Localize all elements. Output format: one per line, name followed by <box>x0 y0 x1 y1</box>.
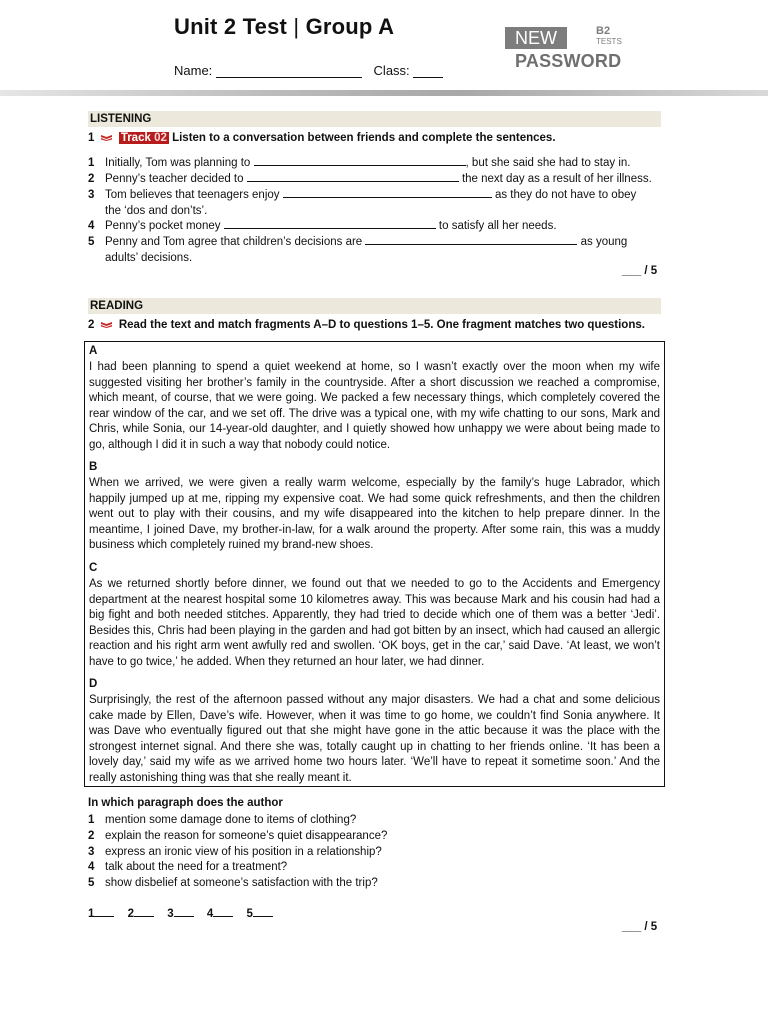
item-text-after: as young <box>580 236 628 248</box>
paragraph-a: I had been planning to spend a quiet weekend at home, so I wasn’t exactly over the moon when my wife suggested visiting her brother’s family in the countryside. After a short discussion we reached a compromise, which meant, of course, that we were going. We packed a few necessary things, which completely covered the rear window of the car, and we set off. The drive was a typical one, with my wife chatting to our sons, Mark and Chris, while Sonia, our 14-year-old daughter, and I quietly showed how unhappy we were about being made to go, although I did it in such a way that nobody could notice. <box>89 361 660 451</box>
logo-brand: PASSWORD <box>515 51 622 71</box>
question-text: mention some damage done to items of clothing? <box>105 814 357 826</box>
paragraph-d: Surprisingly, the rest of the afternoon passed without any major disasters. We had a chat and some delicious cake made by Ellen, Dave’s wife. However, when it was time to go home, we couldn’t find Sonia anywhere. It was Dave who eventually figured out that she might have gone in the attic because it was the place with the strongest internet signal. And there she was, totally caught up in chatting to her friends online. ‘It has been a lovely day,’ said my wife as we arrived home two hours later. ‘We’ll have to repeat it sometime soon.’ And the really astonishing thing was that she really meant it. <box>89 694 660 784</box>
item-text-after: to satisfy all her needs. <box>438 220 557 232</box>
question-heading: In which paragraph does the author <box>88 797 283 809</box>
answer-number: 1 <box>88 908 95 920</box>
listening-heading: LISTENING <box>88 111 661 127</box>
answer-number: 2 <box>127 908 135 920</box>
item-number: 4 <box>88 220 95 232</box>
question-number: 1 <box>88 814 95 826</box>
answer-blank[interactable] <box>365 233 577 245</box>
track-number: 02 <box>154 132 167 144</box>
item-text-after: , but she said she had to stay in. <box>465 157 631 169</box>
answer-number: 5 <box>246 908 253 920</box>
student-fields <box>174 63 443 78</box>
paragraph-label-b: B <box>89 461 98 473</box>
listening-item-1 <box>88 154 663 172</box>
paragraph-c: As we returned shortly before dinner, we found out that we needed to go to the Accidents and Emergency department at the nearest hospital some 10 kilometres away. This was because Mark and his cousin had had a big fight and both needed stitches. Apparently, they had tried to decide which one of them was a better ‘Jedi’. Besides this, Chris had been playing in the garden and had got bitten by an insect, which had caused an allergic reaction and his right arm went awfully red and swollen. ‘OK boys, get in the car,’ said Dave. ‘At least, we won’t have to go twice,’ he added. When they returned an hour later, we had dinner. <box>89 578 660 668</box>
track-badge[interactable] <box>119 132 169 144</box>
item-text: Penny and Tom agree that children’s decisions are <box>105 236 363 248</box>
item-text: Tom believes that teenagers enjoy <box>105 189 280 201</box>
question-text: express an ironic view of his position in a relationship? <box>105 846 382 858</box>
listening-score[interactable]: ___ / 5 <box>622 265 658 277</box>
answer-blank-5[interactable] <box>253 906 273 917</box>
question-4 <box>88 860 663 876</box>
answer-blank-2[interactable] <box>134 906 154 917</box>
item-number: 2 <box>88 173 95 185</box>
item-text-after: as they do not have to obey <box>494 189 637 201</box>
answer-blank[interactable] <box>283 186 492 198</box>
answer-number: 3 <box>167 908 174 920</box>
paragraph-label-a: A <box>89 345 98 357</box>
reading-score[interactable]: ___ / 5 <box>622 921 658 933</box>
answer-blank[interactable] <box>254 154 466 166</box>
question-text: show disbelief at someone’s satisfaction with the trip? <box>105 877 378 889</box>
question-number: 2 <box>88 830 95 842</box>
title-group: Group A <box>305 14 395 39</box>
reading-heading: READING <box>88 298 661 314</box>
answer-blank[interactable] <box>224 217 436 229</box>
class-field[interactable] <box>413 65 443 78</box>
answer-number: 4 <box>206 908 214 920</box>
book-icon <box>101 134 112 141</box>
question-number: 4 <box>88 861 95 873</box>
logo-level: B2 <box>596 25 611 37</box>
question-5 <box>88 876 663 892</box>
track-word: Track <box>120 132 151 144</box>
answer-blank-1[interactable] <box>94 906 114 917</box>
page-title <box>174 14 394 40</box>
item-number: 5 <box>88 236 95 248</box>
new-password-logo <box>505 27 640 72</box>
question-3 <box>88 845 663 861</box>
answer-line <box>88 906 283 920</box>
listening-item-4 <box>88 217 663 235</box>
item-number: 3 <box>88 189 95 201</box>
item-text: Initially, Tom was planning to <box>105 157 251 169</box>
paragraph-label-d: D <box>89 678 98 690</box>
reading-instruction <box>88 319 645 331</box>
paragraph-b: When we arrived, we were given a really warm welcome, especially by the family’s huge Labrador, which happily jumped up at me, ripping my expensive coat. We had some quick refreshments, and then the children went out to play with their cousins, and my wife disappeared into the kitchen to help prepare dinner. In the meantime, I joined Dave, my brother-in-law, for a walk around the property. After some rain, this was a muddy business which completely ruined my brand-new shoes. <box>89 477 660 552</box>
exercise-number: 1 <box>88 132 95 144</box>
instruction-text: Read the text and match fragments A–D to questions 1–5. One fragment matches two questions. <box>118 319 645 331</box>
name-field[interactable] <box>216 65 362 78</box>
question-1 <box>88 813 663 829</box>
answer-blank-3[interactable] <box>174 906 194 917</box>
question-number: 3 <box>88 846 95 858</box>
question-text: talk about the need for a treatment? <box>105 861 288 873</box>
item-text-cont: the ‘dos and don’ts’. <box>105 204 208 217</box>
name-label: Name: <box>174 63 213 78</box>
question-2 <box>88 829 663 845</box>
item-text-cont: adults’ decisions. <box>105 251 193 264</box>
logo-tests: TESTS <box>596 37 622 46</box>
book-icon <box>101 321 112 328</box>
exercise-number: 2 <box>88 319 95 331</box>
answer-blank-4[interactable] <box>213 906 233 917</box>
title-unit: Unit 2 Test <box>174 14 288 39</box>
item-number: 1 <box>88 157 95 169</box>
class-label: Class: <box>373 63 410 78</box>
listening-instruction <box>88 132 556 144</box>
paragraph-label-c: C <box>89 562 98 574</box>
listening-item-2 <box>88 170 663 188</box>
header-divider <box>0 90 768 96</box>
item-text-after: the next day as a result of her illness. <box>461 173 652 185</box>
item-text: Penny’s pocket money <box>105 220 221 232</box>
listening-item-5 <box>88 233 663 266</box>
item-text: Penny’s teacher decided to <box>105 173 244 185</box>
answer-blank[interactable] <box>247 170 459 182</box>
logo-new: NEW <box>505 27 567 49</box>
question-text: explain the reason for someone’s quiet disappearance? <box>105 830 388 842</box>
listening-item-3 <box>88 186 663 219</box>
instruction-text: Listen to a conversation between friends and complete the sentences. <box>172 132 556 144</box>
title-separator: | <box>293 14 300 39</box>
question-number: 5 <box>88 877 95 889</box>
